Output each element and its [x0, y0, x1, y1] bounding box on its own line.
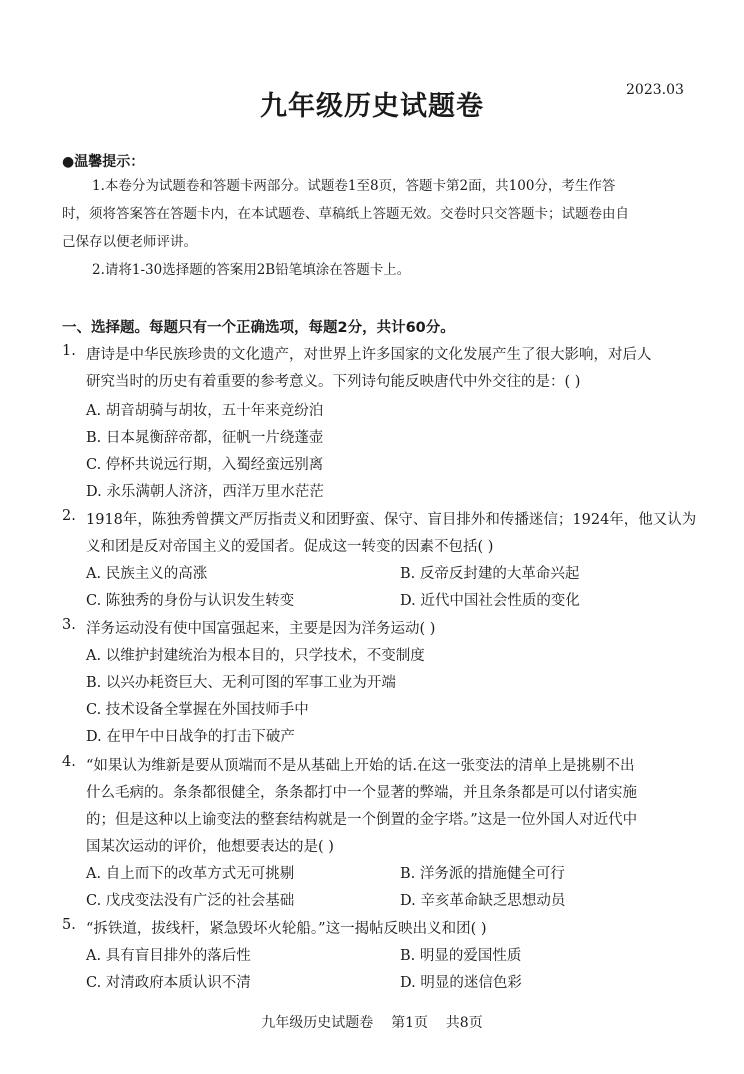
option-c: C. 戊戌变法没有广泛的社会基础 [86, 893, 295, 909]
question-text: 唐诗是中华民族珍贵的文化遗产，对世界上许多国家的文化发展产生了很大影响，对后人 [86, 347, 652, 363]
option-c: C. 停杯共说远行期，入蜀经蛮远别离 [86, 457, 324, 473]
option-c: C. 对清政府本质认识不清 [86, 975, 251, 991]
notice-line: 2.请将1-30选择题的答案用2B铅笔填涂在答题卡上。 [92, 262, 411, 278]
section-heading: 一、选择题。每题只有一个正确选项，每题2分，共计60分。 [62, 320, 455, 336]
option-d: D. 近代中国社会性质的变化 [400, 593, 580, 609]
notice-line: 己保存以便老师评讲。 [62, 234, 197, 250]
option-a: A. 以维护封建统治为根本目的，只学技术，不变制度 [86, 648, 425, 664]
question-text: 什么毛病的。条条都很健全，条条都打中一个显著的弊端，并且条条都是可以付诸实施 [86, 785, 637, 801]
option-d: D. 辛亥革命缺乏思想动员 [400, 893, 566, 909]
page-footer: 九年级历史试题卷 第1页 共8页 [261, 1015, 483, 1031]
question-number: 5. [62, 917, 76, 933]
question-text: 洋务运动没有使中国富强起来，主要是因为洋务运动( ) [86, 621, 436, 637]
question-text: “如果认为维新是要从顶端而不是从基础上开始的话.在这一张变法的清单上是挑剔不出 [86, 758, 635, 774]
question-number: 1. [62, 343, 76, 359]
notice-line: 时，须将答案答在答题卡内，在本试题卷、草稿纸上答题无效。交卷时只交答题卡；试题卷由自 [62, 206, 629, 222]
question-text: “拆铁道，拔线杆，紧急毁坏火轮船。”这一揭帖反映出义和团( ) [86, 921, 487, 937]
option-a: A. 具有盲目排外的落后性 [86, 948, 251, 964]
exam-date: 2023.03 [626, 82, 684, 98]
option-a: A. 胡音胡骑与胡妆，五十年来竞纷泊 [86, 403, 324, 419]
question-text: 义和团是反对帝国主义的爱国者。促成这一转变的因素不包括( ) [86, 539, 494, 555]
option-c: C. 技术设备全掌握在外国技师手中 [86, 702, 309, 718]
question-number: 4. [62, 754, 76, 770]
notice-heading: ●温馨提示： [62, 154, 145, 170]
question-text: 的；但是这种以上谕变法的整套结构就是一个倒置的金字塔。”这是一位外国人对近代中 [86, 812, 638, 828]
question-text: 研究当时的历史有着重要的参考意义。下列诗句能反映唐代中外交往的是：( ) [86, 374, 581, 390]
option-a: A. 自上而下的改革方式无可挑剔 [86, 866, 295, 882]
question-text: 1918年，陈独秀曾撰文严厉指责义和团野蛮、保守、盲目排外和传播迷信；1924年，他又认为 [86, 512, 697, 528]
option-b: B. 日本晁衡辞帝都，征帆一片绕蓬壶 [86, 430, 324, 446]
notice-line: 1.本卷分为试题卷和答题卡两部分。试题卷1至8页，答题卡第2面，共100分，考生作答 [92, 178, 616, 194]
option-b: B. 反帝反封建的大革命兴起 [400, 566, 580, 582]
question-number: 3. [62, 617, 76, 633]
option-b: B. 以兴办耗资巨大、无利可图的军事工业为开端 [86, 675, 396, 691]
option-d: D. 永乐满朝人济济，西洋万里水茫茫 [86, 484, 324, 500]
option-d: D. 明显的迷信色彩 [400, 975, 522, 991]
option-a: A. 民族主义的高涨 [86, 566, 208, 582]
exam-title: 九年级历史试题卷 [260, 91, 484, 122]
option-c: C. 陈独秀的身份与认识发生转变 [86, 593, 295, 609]
option-b: B. 明显的爱国性质 [400, 948, 522, 964]
option-d: D. 在甲午中日战争的打击下破产 [86, 729, 295, 745]
question-text: 国某次运动的评价，他想要表达的是( ) [86, 839, 334, 855]
option-b: B. 洋务派的措施健全可行 [400, 866, 565, 882]
question-number: 2. [62, 508, 76, 524]
